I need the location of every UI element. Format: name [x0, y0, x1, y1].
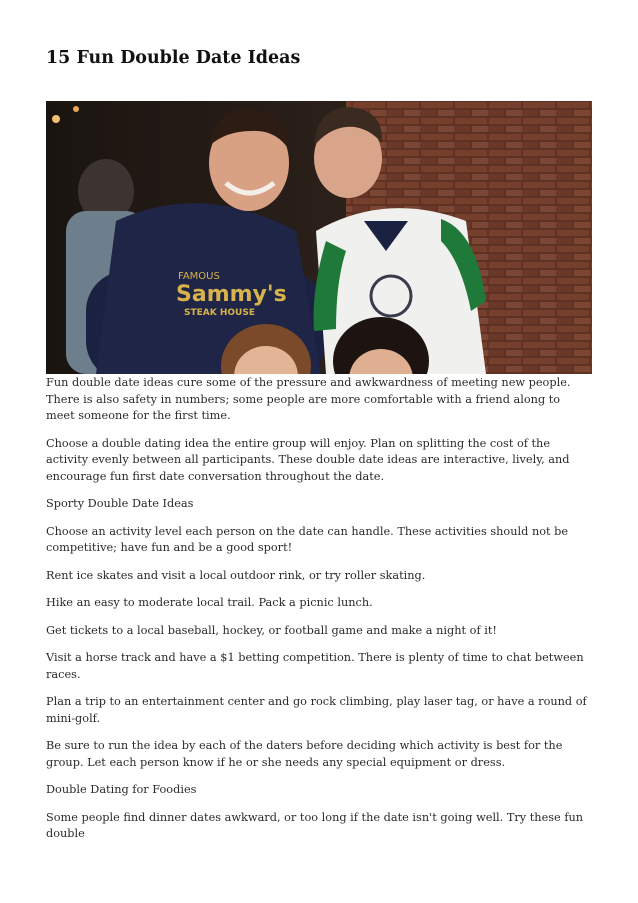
shirt-text-3: STEAK HOUSE	[184, 308, 255, 318]
idea-game-tickets: Get tickets to a local baseball, hockey, or football game and make a night of it!	[46, 623, 497, 637]
idea-ice-skating: Rent ice skates and visit a local outdoor rink, or try roller skating.	[46, 568, 426, 582]
article-body	[46, 375, 592, 854]
paragraph-run-idea: Be sure to run the idea by each of the daters before deciding which activity is best for the group. Let each person know if he or she needs any special equipment or dress.	[46, 739, 563, 769]
shirt-text-2: Sammy's	[176, 282, 287, 307]
double-date-photo	[46, 101, 592, 374]
paragraph-choose: Choose a double dating idea the entire group will enjoy. Plan on splitting the cost of the activity evenly between all participants. These double date ideas are interactive, lively, and encourage fun first date conversation throughout the date.	[46, 436, 570, 483]
paragraph-activity-level: Choose an activity level each person on the date can handle. These activities should not be competitive; have fun and be a good sport!	[46, 524, 569, 554]
paragraph-dinner-dates: Some people find dinner dates awkward, or too long if the date isn't going well. Try these fun double	[46, 810, 584, 840]
shirt-text-1: FAMOUS	[178, 271, 220, 282]
page-title: 15 Fun Double Date Ideas	[46, 48, 301, 68]
idea-horse-track: Visit a horse track and have a $1 betting competition. There is plenty of time to chat between races.	[46, 651, 584, 681]
paragraph-intro: Fun double date ideas cure some of the pressure and awkwardness of meeting new people. There is also safety in numbers; some people are more comfortable with a friend along to meet someone for the first time.	[46, 376, 571, 422]
idea-entertainment-center: Plan a trip to an entertainment center and go rock climbing, play laser tag, or have a round of mini-golf.	[46, 695, 587, 725]
idea-hike: Hike an easy to moderate local trail. Pack a picnic lunch.	[46, 596, 373, 609]
section-heading-sporty: Sporty Double Date Ideas	[46, 497, 194, 510]
section-heading-foodies: Double Dating for Foodies	[46, 783, 197, 796]
